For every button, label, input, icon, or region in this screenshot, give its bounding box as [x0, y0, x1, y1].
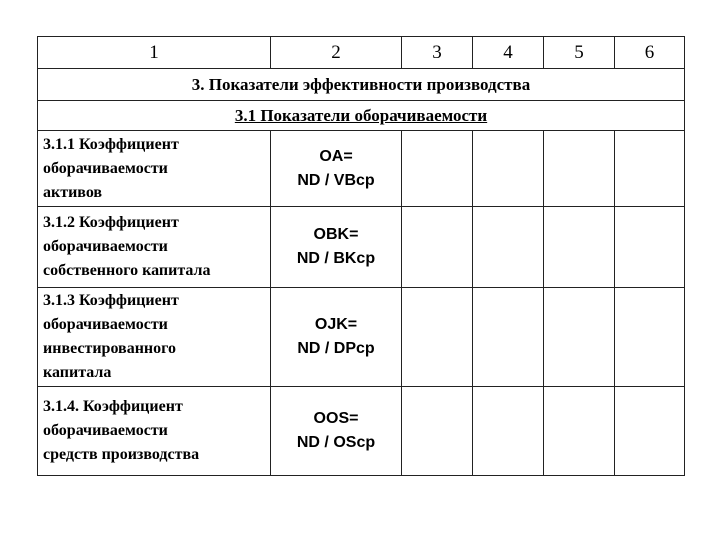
formula-line: OJK= — [314, 316, 358, 333]
name-line: оборачиваемости — [43, 238, 168, 255]
formula-line: OBK= — [313, 226, 359, 243]
table-row — [38, 387, 685, 476]
name-line: 3.1.3 Коэффициент — [43, 292, 179, 309]
indicator-formula — [271, 207, 402, 288]
column-header-1: 1 — [38, 37, 271, 69]
value-cell-4 — [473, 207, 544, 288]
name-line: собственного капитала — [43, 262, 211, 279]
value-cell-6 — [615, 207, 685, 288]
name-line: 3.1.4. Коэффициент — [43, 398, 183, 415]
name-line: капитала — [43, 364, 112, 381]
formula-line: ND / DPcp — [297, 340, 375, 357]
name-line: инвестированного — [43, 340, 176, 357]
value-cell-5 — [544, 387, 615, 476]
formula-line: ND / BKcp — [296, 250, 376, 267]
name-line: 3.1.1 Коэффициент — [43, 135, 179, 153]
column-header-5: 5 — [544, 37, 615, 69]
indicator-name — [38, 131, 271, 207]
value-cell-4 — [473, 131, 544, 207]
name-line: оборачиваемости — [43, 159, 168, 177]
name-line: 3.1.2 Коэффициент — [43, 214, 179, 231]
column-number-row — [38, 37, 685, 69]
value-cell-6 — [615, 387, 685, 476]
value-cell-5 — [544, 207, 615, 288]
formula-line: ND / VBcp — [297, 171, 375, 189]
value-cell-3 — [402, 207, 473, 288]
name-line: активов — [43, 183, 103, 201]
indicator-formula — [271, 131, 402, 207]
indicator-name — [38, 387, 271, 476]
column-header-2: 2 — [271, 37, 402, 69]
indicator-name — [38, 207, 271, 288]
indicator-table — [37, 36, 685, 476]
value-cell-6 — [615, 288, 685, 387]
value-cell-3 — [402, 288, 473, 387]
value-cell-5 — [544, 288, 615, 387]
value-cell-6 — [615, 131, 685, 207]
value-cell-5 — [544, 131, 615, 207]
subsection-row — [38, 101, 685, 131]
indicator-formula — [271, 288, 402, 387]
subsection-title: 3.1 Показатели оборачиваемости — [38, 101, 685, 131]
column-header-6: 6 — [615, 37, 685, 69]
name-line: оборачиваемости — [43, 422, 168, 439]
table-row — [38, 288, 685, 387]
value-cell-3 — [402, 387, 473, 476]
table-row — [38, 207, 685, 288]
indicator-name — [38, 288, 271, 387]
name-line: средств производства — [43, 446, 200, 463]
column-header-4: 4 — [473, 37, 544, 69]
value-cell-4 — [473, 288, 544, 387]
value-cell-3 — [402, 131, 473, 207]
indicator-formula — [271, 387, 402, 476]
section-title: 3. Показатели эффективности производства — [38, 69, 685, 101]
name-line: оборачиваемости — [43, 316, 168, 333]
section-row — [38, 69, 685, 101]
value-cell-4 — [473, 387, 544, 476]
formula-line: ND / OScp — [296, 434, 376, 451]
table-row — [38, 131, 685, 207]
formula-line: OA= — [319, 147, 353, 165]
formula-line: OOS= — [313, 410, 359, 427]
column-header-3: 3 — [402, 37, 473, 69]
